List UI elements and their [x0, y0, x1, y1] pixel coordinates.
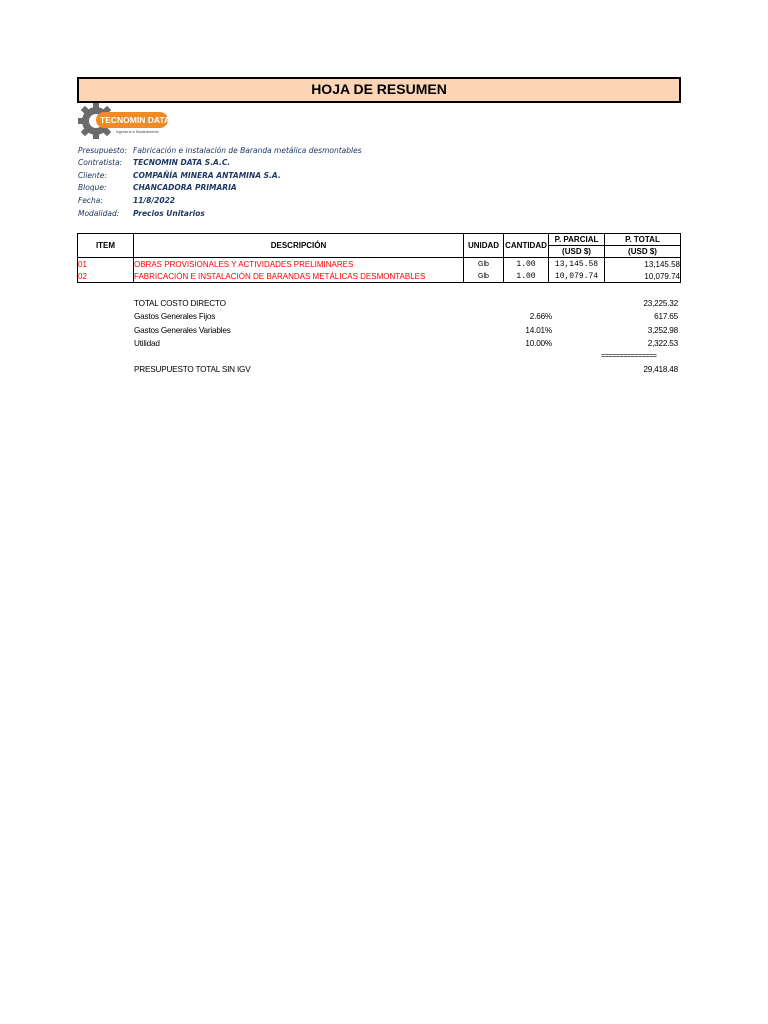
meta-cliente [78, 171, 478, 183]
cell-unidad: Glb [464, 258, 504, 271]
meta-label: Cliente: [78, 171, 107, 180]
col-header-total: P. TOTAL [605, 234, 681, 246]
summary-amount: 3,252.98 [647, 326, 678, 335]
meta-label: Contratista: [78, 158, 123, 167]
meta-label: Modalidad: [78, 209, 120, 218]
meta-value: 11/8/2022 [133, 196, 176, 205]
cell-cantidad: 1.00 [504, 270, 549, 283]
cell-parcial: 13,145.58 [549, 258, 605, 271]
summary-separator: =============== [601, 353, 657, 361]
meta-value: Precios Unitarios [133, 209, 205, 218]
meta-label: Presupuesto: [78, 146, 127, 155]
cell-item: 02 [78, 270, 134, 283]
summary-amount: 2,322.53 [647, 339, 678, 348]
col-header-parcial-unit: (USD $) [549, 246, 605, 258]
col-header-cantidad: CANTIDAD [504, 234, 549, 258]
logo-text: TECNOMIN DATA [100, 115, 171, 125]
summary-gastos-variables [134, 326, 680, 338]
table-row [78, 258, 681, 271]
summary-label: Gastos Generales Variables [134, 326, 231, 335]
meta-presupuesto [78, 146, 478, 158]
summary-amount: 23,225.32 [643, 299, 678, 308]
cell-parcial: 10,079.74 [549, 270, 605, 283]
logo-tagline: Ingeniería & Mantenimiento [116, 130, 159, 134]
meta-fecha [78, 196, 478, 208]
page-title: HOJA DE RESUMEN [77, 77, 681, 103]
meta-bloque [78, 183, 478, 195]
summary-presupuesto-total [134, 365, 680, 377]
cell-unidad: Glb [464, 270, 504, 283]
col-header-descripcion: DESCRIPCIÓN [134, 234, 464, 258]
cell-cantidad: 1.00 [504, 258, 549, 271]
meta-label: Fecha: [78, 196, 103, 205]
meta-value: TECNOMIN DATA S.A.C. [133, 158, 231, 167]
summary-label: Utilidad [134, 339, 160, 348]
summary-utilidad [134, 339, 680, 351]
summary-amount: 29,418.48 [643, 365, 678, 374]
summary-label: TOTAL COSTO DIRECTO [134, 299, 226, 308]
meta-label: Bloque: [78, 183, 107, 192]
meta-modalidad [78, 209, 478, 221]
summary-label: Gastos Generales Fijos [134, 312, 216, 321]
cell-descripcion: OBRAS PROVISIONALES Y ACTIVIDADES PRELIMINARES [134, 258, 464, 271]
summary-gastos-fijos [134, 312, 680, 324]
summary-percent: 10.00% [525, 339, 552, 348]
table-header-row [78, 234, 681, 246]
col-header-unidad: UNIDAD [464, 234, 504, 258]
budget-table [77, 233, 681, 283]
summary-amount: 617.65 [654, 312, 678, 321]
summary-label: PRESUPUESTO TOTAL SIN IGV [134, 365, 251, 374]
table-row [78, 270, 681, 283]
meta-value: COMPAÑÍA MINERA ANTAMINA S.A. [133, 171, 281, 180]
col-header-parcial: P. PARCIAL [549, 234, 605, 246]
col-header-total-unit: (USD $) [605, 246, 681, 258]
summary-total-costo-directo [134, 299, 680, 311]
company-logo [78, 103, 170, 139]
meta-contratista [78, 158, 478, 170]
cell-item: 01 [78, 258, 134, 271]
col-header-item: ITEM [78, 234, 134, 258]
cell-descripcion: FABRICACIÓN E INSTALACIÓN DE BARANDAS METÁLICAS DESMONTABLES [134, 270, 464, 283]
summary-percent: 14.01% [525, 326, 552, 335]
cell-total: 13,145.58 [644, 259, 680, 269]
meta-value: Fabricación e instalación de Baranda metálica desmontables [133, 146, 362, 155]
summary-percent: 2.66% [529, 312, 552, 321]
meta-value: CHANCADORA PRIMARIA [133, 183, 237, 192]
cell-total: 10,079.74 [644, 271, 680, 281]
